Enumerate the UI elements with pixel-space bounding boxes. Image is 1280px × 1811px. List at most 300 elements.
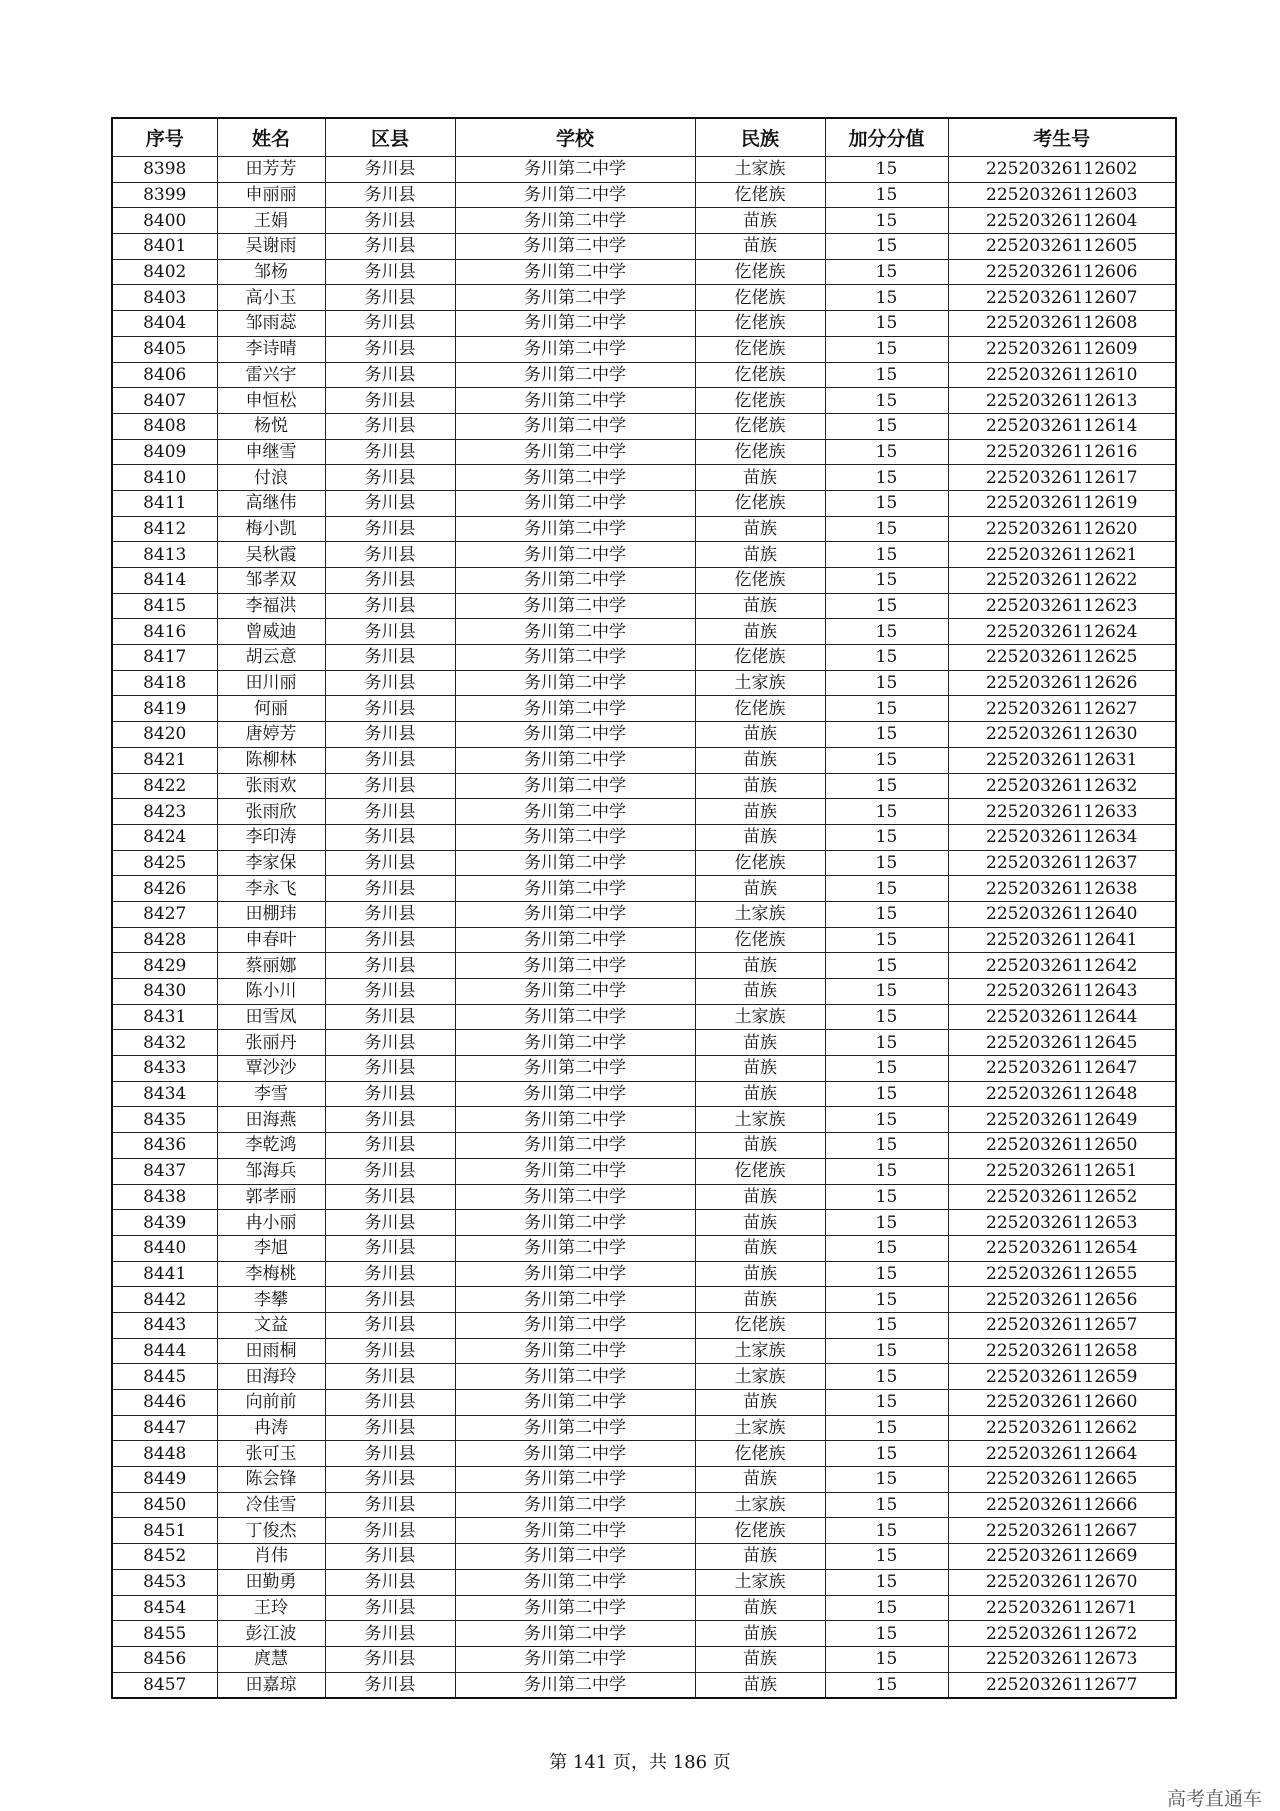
cell-county: 务川县 (325, 1184, 455, 1210)
cell-county: 务川县 (325, 953, 455, 979)
cell-index: 8429 (112, 953, 217, 979)
cell-name: 邹海兵 (217, 1158, 325, 1184)
cell-name: 吴秋霞 (217, 542, 325, 568)
cell-index: 8432 (112, 1030, 217, 1056)
cell-county: 务川县 (325, 1210, 455, 1236)
table-row (112, 568, 1176, 594)
cell-bonus: 15 (825, 439, 948, 465)
cell-school: 务川第二中学 (455, 1364, 695, 1390)
table-row (112, 439, 1176, 465)
cell-county: 务川县 (325, 824, 455, 850)
cell-county: 务川县 (325, 645, 455, 671)
table-header-row (112, 118, 1176, 157)
header-index: 序号 (112, 118, 217, 157)
cell-ethnicity: 仡佬族 (695, 311, 825, 337)
cell-exam-id: 22520326112624 (948, 619, 1176, 645)
cell-school: 务川第二中学 (455, 1621, 695, 1647)
cell-county: 务川县 (325, 901, 455, 927)
cell-ethnicity: 苗族 (695, 1646, 825, 1672)
cell-county: 务川县 (325, 490, 455, 516)
cell-name: 付浪 (217, 465, 325, 491)
cell-school: 务川第二中学 (455, 465, 695, 491)
table-row (112, 927, 1176, 953)
cell-exam-id: 22520326112617 (948, 465, 1176, 491)
cell-county: 务川县 (325, 234, 455, 260)
cell-ethnicity: 仡佬族 (695, 696, 825, 722)
cell-exam-id: 22520326112667 (948, 1518, 1176, 1544)
cell-bonus: 15 (825, 1158, 948, 1184)
cell-bonus: 15 (825, 722, 948, 748)
cell-index: 8421 (112, 747, 217, 773)
cell-index: 8408 (112, 413, 217, 439)
cell-name: 田川丽 (217, 670, 325, 696)
cell-school: 务川第二中学 (455, 799, 695, 825)
cell-index: 8401 (112, 234, 217, 260)
cell-index: 8428 (112, 927, 217, 953)
cell-ethnicity: 苗族 (695, 1030, 825, 1056)
cell-exam-id: 22520326112603 (948, 182, 1176, 208)
cell-exam-id: 22520326112641 (948, 927, 1176, 953)
cell-exam-id: 22520326112634 (948, 824, 1176, 850)
cell-exam-id: 22520326112604 (948, 208, 1176, 234)
cell-name: 冉小丽 (217, 1210, 325, 1236)
cell-index: 8425 (112, 850, 217, 876)
cell-school: 务川第二中学 (455, 1569, 695, 1595)
cell-name: 邹雨蕊 (217, 311, 325, 337)
table-row (112, 1133, 1176, 1159)
cell-exam-id: 22520326112659 (948, 1364, 1176, 1390)
cell-school: 务川第二中学 (455, 1261, 695, 1287)
cell-index: 8400 (112, 208, 217, 234)
cell-ethnicity: 仡佬族 (695, 850, 825, 876)
cell-index: 8427 (112, 901, 217, 927)
cell-county: 务川县 (325, 747, 455, 773)
cell-name: 郭孝丽 (217, 1184, 325, 1210)
cell-bonus: 15 (825, 1235, 948, 1261)
cell-exam-id: 22520326112665 (948, 1467, 1176, 1493)
cell-ethnicity: 苗族 (695, 876, 825, 902)
cell-name: 张雨欢 (217, 773, 325, 799)
cell-ethnicity: 苗族 (695, 1235, 825, 1261)
cell-name: 李攀 (217, 1287, 325, 1313)
cell-county: 务川县 (325, 1004, 455, 1030)
table-row (112, 157, 1176, 183)
cell-bonus: 15 (825, 490, 948, 516)
cell-school: 务川第二中学 (455, 182, 695, 208)
cell-county: 务川县 (325, 1621, 455, 1647)
cell-bonus: 15 (825, 259, 948, 285)
table-row (112, 1158, 1176, 1184)
cell-index: 8444 (112, 1338, 217, 1364)
cell-school: 务川第二中学 (455, 1056, 695, 1082)
cell-county: 务川县 (325, 388, 455, 414)
table-row (112, 1492, 1176, 1518)
cell-bonus: 15 (825, 670, 948, 696)
cell-bonus: 15 (825, 413, 948, 439)
cell-school: 务川第二中学 (455, 645, 695, 671)
table-row (112, 208, 1176, 234)
table-row (112, 722, 1176, 748)
cell-exam-id: 22520326112638 (948, 876, 1176, 902)
cell-index: 8399 (112, 182, 217, 208)
cell-school: 务川第二中学 (455, 1184, 695, 1210)
cell-school: 务川第二中学 (455, 979, 695, 1005)
cell-ethnicity: 苗族 (695, 1621, 825, 1647)
cell-school: 务川第二中学 (455, 542, 695, 568)
cell-index: 8424 (112, 824, 217, 850)
cell-index: 8404 (112, 311, 217, 337)
cell-ethnicity: 苗族 (695, 1133, 825, 1159)
cell-index: 8398 (112, 157, 217, 183)
table-row (112, 1081, 1176, 1107)
cell-index: 8434 (112, 1081, 217, 1107)
cell-ethnicity: 苗族 (695, 824, 825, 850)
cell-bonus: 15 (825, 1030, 948, 1056)
cell-name: 李福洪 (217, 593, 325, 619)
cell-index: 8450 (112, 1492, 217, 1518)
cell-name: 申恒松 (217, 388, 325, 414)
cell-bonus: 15 (825, 1184, 948, 1210)
table-row (112, 1338, 1176, 1364)
cell-ethnicity: 苗族 (695, 593, 825, 619)
cell-bonus: 15 (825, 1621, 948, 1647)
cell-index: 8453 (112, 1569, 217, 1595)
table-row (112, 1569, 1176, 1595)
table-row (112, 542, 1176, 568)
cell-name: 吴谢雨 (217, 234, 325, 260)
cell-name: 田勤勇 (217, 1569, 325, 1595)
cell-bonus: 15 (825, 1312, 948, 1338)
cell-exam-id: 22520326112670 (948, 1569, 1176, 1595)
cell-name: 田海玲 (217, 1364, 325, 1390)
table-row (112, 1030, 1176, 1056)
cell-county: 务川县 (325, 259, 455, 285)
cell-name: 雷兴宇 (217, 362, 325, 388)
cell-ethnicity: 苗族 (695, 1467, 825, 1493)
table-row (112, 824, 1176, 850)
cell-bonus: 15 (825, 362, 948, 388)
cell-ethnicity: 苗族 (695, 1672, 825, 1698)
cell-school: 务川第二中学 (455, 1158, 695, 1184)
cell-school: 务川第二中学 (455, 722, 695, 748)
cell-ethnicity: 苗族 (695, 722, 825, 748)
cell-school: 务川第二中学 (455, 1518, 695, 1544)
cell-index: 8455 (112, 1621, 217, 1647)
header-county: 区县 (325, 118, 455, 157)
cell-bonus: 15 (825, 927, 948, 953)
cell-index: 8431 (112, 1004, 217, 1030)
cell-county: 务川县 (325, 285, 455, 311)
cell-ethnicity: 仡佬族 (695, 439, 825, 465)
table-row (112, 516, 1176, 542)
table-row (112, 465, 1176, 491)
cell-ethnicity: 仡佬族 (695, 362, 825, 388)
table-row (112, 1364, 1176, 1390)
cell-exam-id: 22520326112664 (948, 1441, 1176, 1467)
cell-index: 8448 (112, 1441, 217, 1467)
cell-school: 务川第二中学 (455, 1081, 695, 1107)
table-row (112, 1261, 1176, 1287)
cell-county: 务川县 (325, 1415, 455, 1441)
cell-county: 务川县 (325, 1158, 455, 1184)
cell-ethnicity: 苗族 (695, 1184, 825, 1210)
cell-index: 8416 (112, 619, 217, 645)
cell-ethnicity: 苗族 (695, 747, 825, 773)
cell-index: 8451 (112, 1518, 217, 1544)
cell-ethnicity: 苗族 (695, 1390, 825, 1416)
cell-name: 田海燕 (217, 1107, 325, 1133)
cell-county: 务川县 (325, 1672, 455, 1698)
cell-county: 务川县 (325, 1595, 455, 1621)
cell-name: 张丽丹 (217, 1030, 325, 1056)
cell-county: 务川县 (325, 722, 455, 748)
cell-ethnicity: 土家族 (695, 1107, 825, 1133)
cell-county: 务川县 (325, 1390, 455, 1416)
cell-school: 务川第二中学 (455, 1287, 695, 1313)
cell-bonus: 15 (825, 388, 948, 414)
cell-bonus: 15 (825, 747, 948, 773)
cell-index: 8445 (112, 1364, 217, 1390)
table-row (112, 234, 1176, 260)
cell-bonus: 15 (825, 850, 948, 876)
cell-county: 务川县 (325, 1544, 455, 1570)
cell-name: 何丽 (217, 696, 325, 722)
cell-exam-id: 22520326112662 (948, 1415, 1176, 1441)
cell-school: 务川第二中学 (455, 1672, 695, 1698)
cell-bonus: 15 (825, 1261, 948, 1287)
table-row (112, 1004, 1176, 1030)
cell-ethnicity: 仡佬族 (695, 1312, 825, 1338)
cell-exam-id: 22520326112627 (948, 696, 1176, 722)
cell-ethnicity: 仡佬族 (695, 645, 825, 671)
cell-bonus: 15 (825, 645, 948, 671)
cell-name: 李乾鸿 (217, 1133, 325, 1159)
cell-name: 彭江波 (217, 1621, 325, 1647)
cell-exam-id: 22520326112660 (948, 1390, 1176, 1416)
cell-exam-id: 22520326112657 (948, 1312, 1176, 1338)
cell-bonus: 15 (825, 1081, 948, 1107)
cell-county: 务川县 (325, 927, 455, 953)
cell-name: 肖伟 (217, 1544, 325, 1570)
cell-school: 务川第二中学 (455, 285, 695, 311)
cell-exam-id: 22520326112632 (948, 773, 1176, 799)
cell-school: 务川第二中学 (455, 1235, 695, 1261)
cell-county: 务川县 (325, 1056, 455, 1082)
cell-ethnicity: 仡佬族 (695, 490, 825, 516)
cell-school: 务川第二中学 (455, 1133, 695, 1159)
cell-bonus: 15 (825, 1287, 948, 1313)
cell-name: 蔡丽娜 (217, 953, 325, 979)
cell-exam-id: 22520326112616 (948, 439, 1176, 465)
cell-exam-id: 22520326112647 (948, 1056, 1176, 1082)
table-row (112, 1107, 1176, 1133)
cell-school: 务川第二中学 (455, 1467, 695, 1493)
cell-school: 务川第二中学 (455, 696, 695, 722)
cell-index: 8454 (112, 1595, 217, 1621)
cell-school: 务川第二中学 (455, 1210, 695, 1236)
cell-name: 向前前 (217, 1390, 325, 1416)
cell-school: 务川第二中学 (455, 1646, 695, 1672)
cell-exam-id: 22520326112672 (948, 1621, 1176, 1647)
cell-ethnicity: 土家族 (695, 1364, 825, 1390)
cell-bonus: 15 (825, 1569, 948, 1595)
cell-name: 田棚玮 (217, 901, 325, 927)
table-row (112, 799, 1176, 825)
cell-exam-id: 22520326112656 (948, 1287, 1176, 1313)
cell-school: 务川第二中学 (455, 1004, 695, 1030)
cell-bonus: 15 (825, 1338, 948, 1364)
cell-name: 李雪 (217, 1081, 325, 1107)
cell-index: 8446 (112, 1390, 217, 1416)
cell-index: 8402 (112, 259, 217, 285)
cell-bonus: 15 (825, 696, 948, 722)
table-row (112, 1646, 1176, 1672)
cell-ethnicity: 苗族 (695, 234, 825, 260)
header-bonus: 加分分值 (825, 118, 948, 157)
cell-school: 务川第二中学 (455, 927, 695, 953)
cell-county: 务川县 (325, 568, 455, 594)
cell-school: 务川第二中学 (455, 439, 695, 465)
cell-bonus: 15 (825, 1672, 948, 1698)
cell-county: 务川县 (325, 619, 455, 645)
cell-bonus: 15 (825, 465, 948, 491)
cell-ethnicity: 土家族 (695, 1415, 825, 1441)
table-row (112, 490, 1176, 516)
watermark-text: 高考直通车 (1166, 1788, 1262, 1810)
cell-exam-id: 22520326112653 (948, 1210, 1176, 1236)
cell-ethnicity: 仡佬族 (695, 388, 825, 414)
cell-ethnicity: 苗族 (695, 1210, 825, 1236)
cell-bonus: 15 (825, 336, 948, 362)
cell-bonus: 15 (825, 593, 948, 619)
cell-ethnicity: 苗族 (695, 619, 825, 645)
cell-bonus: 15 (825, 1210, 948, 1236)
cell-county: 务川县 (325, 799, 455, 825)
cell-ethnicity: 苗族 (695, 1287, 825, 1313)
cell-exam-id: 22520326112602 (948, 157, 1176, 183)
cell-exam-id: 22520326112655 (948, 1261, 1176, 1287)
cell-index: 8457 (112, 1672, 217, 1698)
cell-exam-id: 22520326112654 (948, 1235, 1176, 1261)
cell-name: 申春叶 (217, 927, 325, 953)
header-name: 姓名 (217, 118, 325, 157)
cell-school: 务川第二中学 (455, 850, 695, 876)
cell-county: 务川县 (325, 1081, 455, 1107)
table-row (112, 1595, 1176, 1621)
cell-index: 8407 (112, 388, 217, 414)
cell-exam-id: 22520326112631 (948, 747, 1176, 773)
table-row (112, 850, 1176, 876)
cell-county: 务川县 (325, 1338, 455, 1364)
table-row (112, 1621, 1176, 1647)
cell-ethnicity: 苗族 (695, 1081, 825, 1107)
cell-bonus: 15 (825, 979, 948, 1005)
cell-name: 李旭 (217, 1235, 325, 1261)
cell-ethnicity: 仡佬族 (695, 927, 825, 953)
cell-name: 申丽丽 (217, 182, 325, 208)
cell-ethnicity: 苗族 (695, 208, 825, 234)
cell-school: 务川第二中学 (455, 311, 695, 337)
cell-county: 务川县 (325, 413, 455, 439)
cell-exam-id: 22520326112643 (948, 979, 1176, 1005)
cell-ethnicity: 苗族 (695, 1544, 825, 1570)
cell-name: 高继伟 (217, 490, 325, 516)
cell-school: 务川第二中学 (455, 773, 695, 799)
cell-index: 8412 (112, 516, 217, 542)
cell-index: 8415 (112, 593, 217, 619)
cell-school: 务川第二中学 (455, 901, 695, 927)
cell-index: 8426 (112, 876, 217, 902)
header-school: 学校 (455, 118, 695, 157)
cell-index: 8433 (112, 1056, 217, 1082)
cell-index: 8414 (112, 568, 217, 594)
cell-exam-id: 22520326112640 (948, 901, 1176, 927)
cell-county: 务川县 (325, 362, 455, 388)
cell-name: 李永飞 (217, 876, 325, 902)
cell-index: 8442 (112, 1287, 217, 1313)
cell-bonus: 15 (825, 1646, 948, 1672)
cell-school: 务川第二中学 (455, 1312, 695, 1338)
cell-school: 务川第二中学 (455, 1441, 695, 1467)
cell-name: 文益 (217, 1312, 325, 1338)
cell-name: 曾威迪 (217, 619, 325, 645)
table-body (112, 157, 1176, 1699)
cell-bonus: 15 (825, 901, 948, 927)
cell-ethnicity: 苗族 (695, 465, 825, 491)
cell-exam-id: 22520326112609 (948, 336, 1176, 362)
table-row (112, 953, 1176, 979)
cell-bonus: 15 (825, 234, 948, 260)
cell-ethnicity: 仡佬族 (695, 285, 825, 311)
cell-ethnicity: 仡佬族 (695, 259, 825, 285)
table-row (112, 876, 1176, 902)
table-row (112, 1518, 1176, 1544)
cell-name: 田雪凤 (217, 1004, 325, 1030)
cell-county: 务川县 (325, 593, 455, 619)
cell-index: 8405 (112, 336, 217, 362)
cell-ethnicity: 仡佬族 (695, 336, 825, 362)
cell-county: 务川县 (325, 336, 455, 362)
cell-county: 务川县 (325, 1646, 455, 1672)
cell-exam-id: 22520326112623 (948, 593, 1176, 619)
cell-bonus: 15 (825, 953, 948, 979)
cell-school: 务川第二中学 (455, 362, 695, 388)
cell-exam-id: 22520326112650 (948, 1133, 1176, 1159)
cell-county: 务川县 (325, 1492, 455, 1518)
cell-bonus: 15 (825, 1492, 948, 1518)
cell-ethnicity: 仡佬族 (695, 413, 825, 439)
table-row (112, 619, 1176, 645)
table-row (112, 1544, 1176, 1570)
cell-name: 邹杨 (217, 259, 325, 285)
cell-ethnicity: 土家族 (695, 901, 825, 927)
cell-bonus: 15 (825, 1441, 948, 1467)
cell-school: 务川第二中学 (455, 747, 695, 773)
cell-school: 务川第二中学 (455, 259, 695, 285)
cell-county: 务川县 (325, 1569, 455, 1595)
cell-exam-id: 22520326112619 (948, 490, 1176, 516)
cell-name: 王娟 (217, 208, 325, 234)
cell-index: 8409 (112, 439, 217, 465)
cell-exam-id: 22520326112625 (948, 645, 1176, 671)
cell-bonus: 15 (825, 157, 948, 183)
cell-index: 8423 (112, 799, 217, 825)
cell-exam-id: 22520326112669 (948, 1544, 1176, 1570)
cell-school: 务川第二中学 (455, 516, 695, 542)
cell-ethnicity: 苗族 (695, 1261, 825, 1287)
cell-exam-id: 22520326112605 (948, 234, 1176, 260)
cell-school: 务川第二中学 (455, 619, 695, 645)
